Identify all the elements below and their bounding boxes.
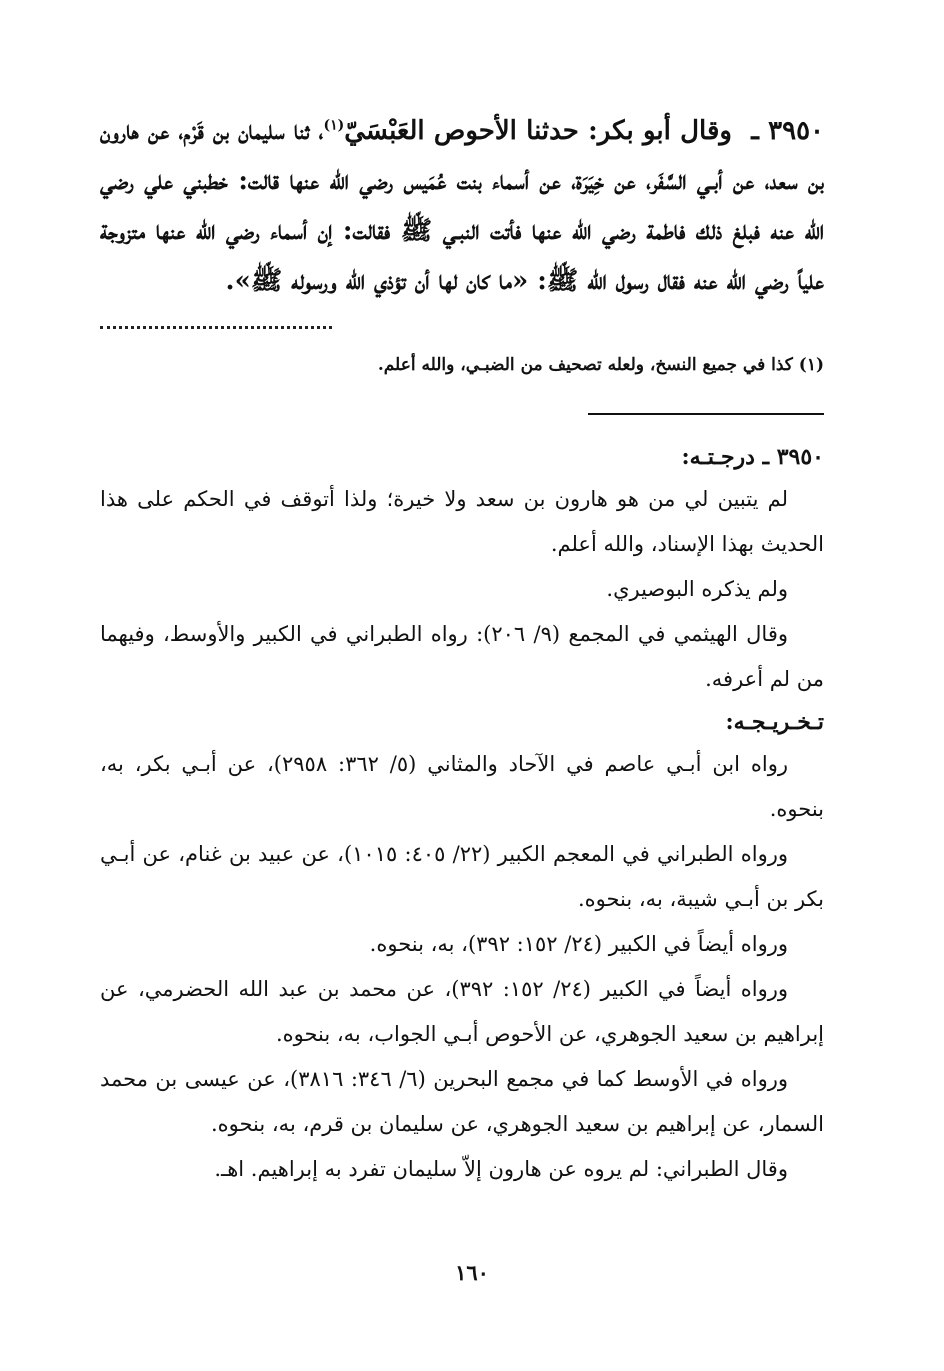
hadith-text-part2: ، ثنا سليمان بن قَرْم، عن هارون بن سعد، عن أبـي السَّفَر، عن خِيَرَة، عن أسماء بنت عُمَيس رضي الله عنها قالت: خطبني علي رضي الله عنه فبلغ ذلك فاطمة رضي الله عنها فأتت النبـي ﷺ فقالت: إن أسماء رضي الله عنها متزوجة علياً رضي الله عنه فقال رسول الله ﷺ: «ما كان لها أن تؤذي الله ورسوله ﷺ».	[100, 116, 824, 296]
footnote-marker: (١)	[323, 117, 345, 134]
page-number: ١٦٠	[455, 1260, 489, 1285]
hadith-number: ٣٩٥٠ ـ	[751, 116, 824, 146]
grading-paragraph: وقال الهيثمي في المجمع (٩/ ٢٠٦): رواه الطبراني في الكبير والأوسط، وفيهما من لم أعرفه.	[100, 622, 824, 691]
hadith-text	[100, 106, 824, 306]
footnote: (١) كذا في جميع النسخ، ولعله تصحيف من الضبـي، والله أعلم.	[377, 355, 824, 375]
footnote-dotted-divider	[100, 326, 332, 333]
takhrij-paragraph: وقال الطبراني: لم يروه عن هارون إلاّ سليمان تفرد به إبراهيم. اهـ.	[214, 1157, 788, 1181]
takhrij-paragraph: ورواه في الأوسط كما في مجمع البحرين (٦/ ٣٤٦: ٣٨١٦)، عن عيسى بن محمد السمار، عن إبراهيم بن سعيد الجوهري، عن سليمان بن قرم، به، بنحوه.	[100, 1067, 824, 1136]
grading-paragraph: ولم يذكره البوصيري.	[606, 577, 788, 601]
takhrij-paragraph: رواه ابن أبـي عاصم في الآحاد والمثاني (٥/ ٣٦٢: ٢٩٥٨)، عن أبـي بكر، به، بنحوه.	[100, 752, 824, 821]
grading-heading: ٣٩٥٠ ـ درجـتـه:	[681, 444, 824, 470]
grading-paragraph: لم يتبين لي من هو هارون بن سعد ولا خيرة؛ ولذا أتوقف في الحكم على هذا الحديث بهذا الإسناد، والله أعلم.	[100, 487, 824, 556]
page-body	[100, 100, 824, 1192]
takhrij-paragraph: ورواه أيضاً في الكبير (٢٤/ ١٥٢: ٣٩٢)، به، بنحوه.	[369, 932, 788, 956]
takhrij-paragraph: ورواه الطبراني في المعجم الكبير (٢٢/ ٤٠٥: ١٠١٥)، عن عبيد بن غنام، عن أبـي بكر بن أبـي شيبة، به، بنحوه.	[100, 842, 824, 911]
takhrij-paragraph: ورواه أيضاً في الكبير (٢٤/ ١٥٢: ٣٩٢)، عن محمد بن عبد الله الحضرمي، عن إبراهيم بن سعيد الجوهري، عن الأحوص أبـي الجواب، به، بنحوه.	[100, 977, 824, 1046]
section-divider	[588, 413, 824, 415]
takhrij-heading: تـخـريـجـه:	[725, 709, 824, 735]
hadith-text-part1: وقال أبو بكر: حدثنا الأحوص العَبْسَيّ	[344, 116, 732, 146]
